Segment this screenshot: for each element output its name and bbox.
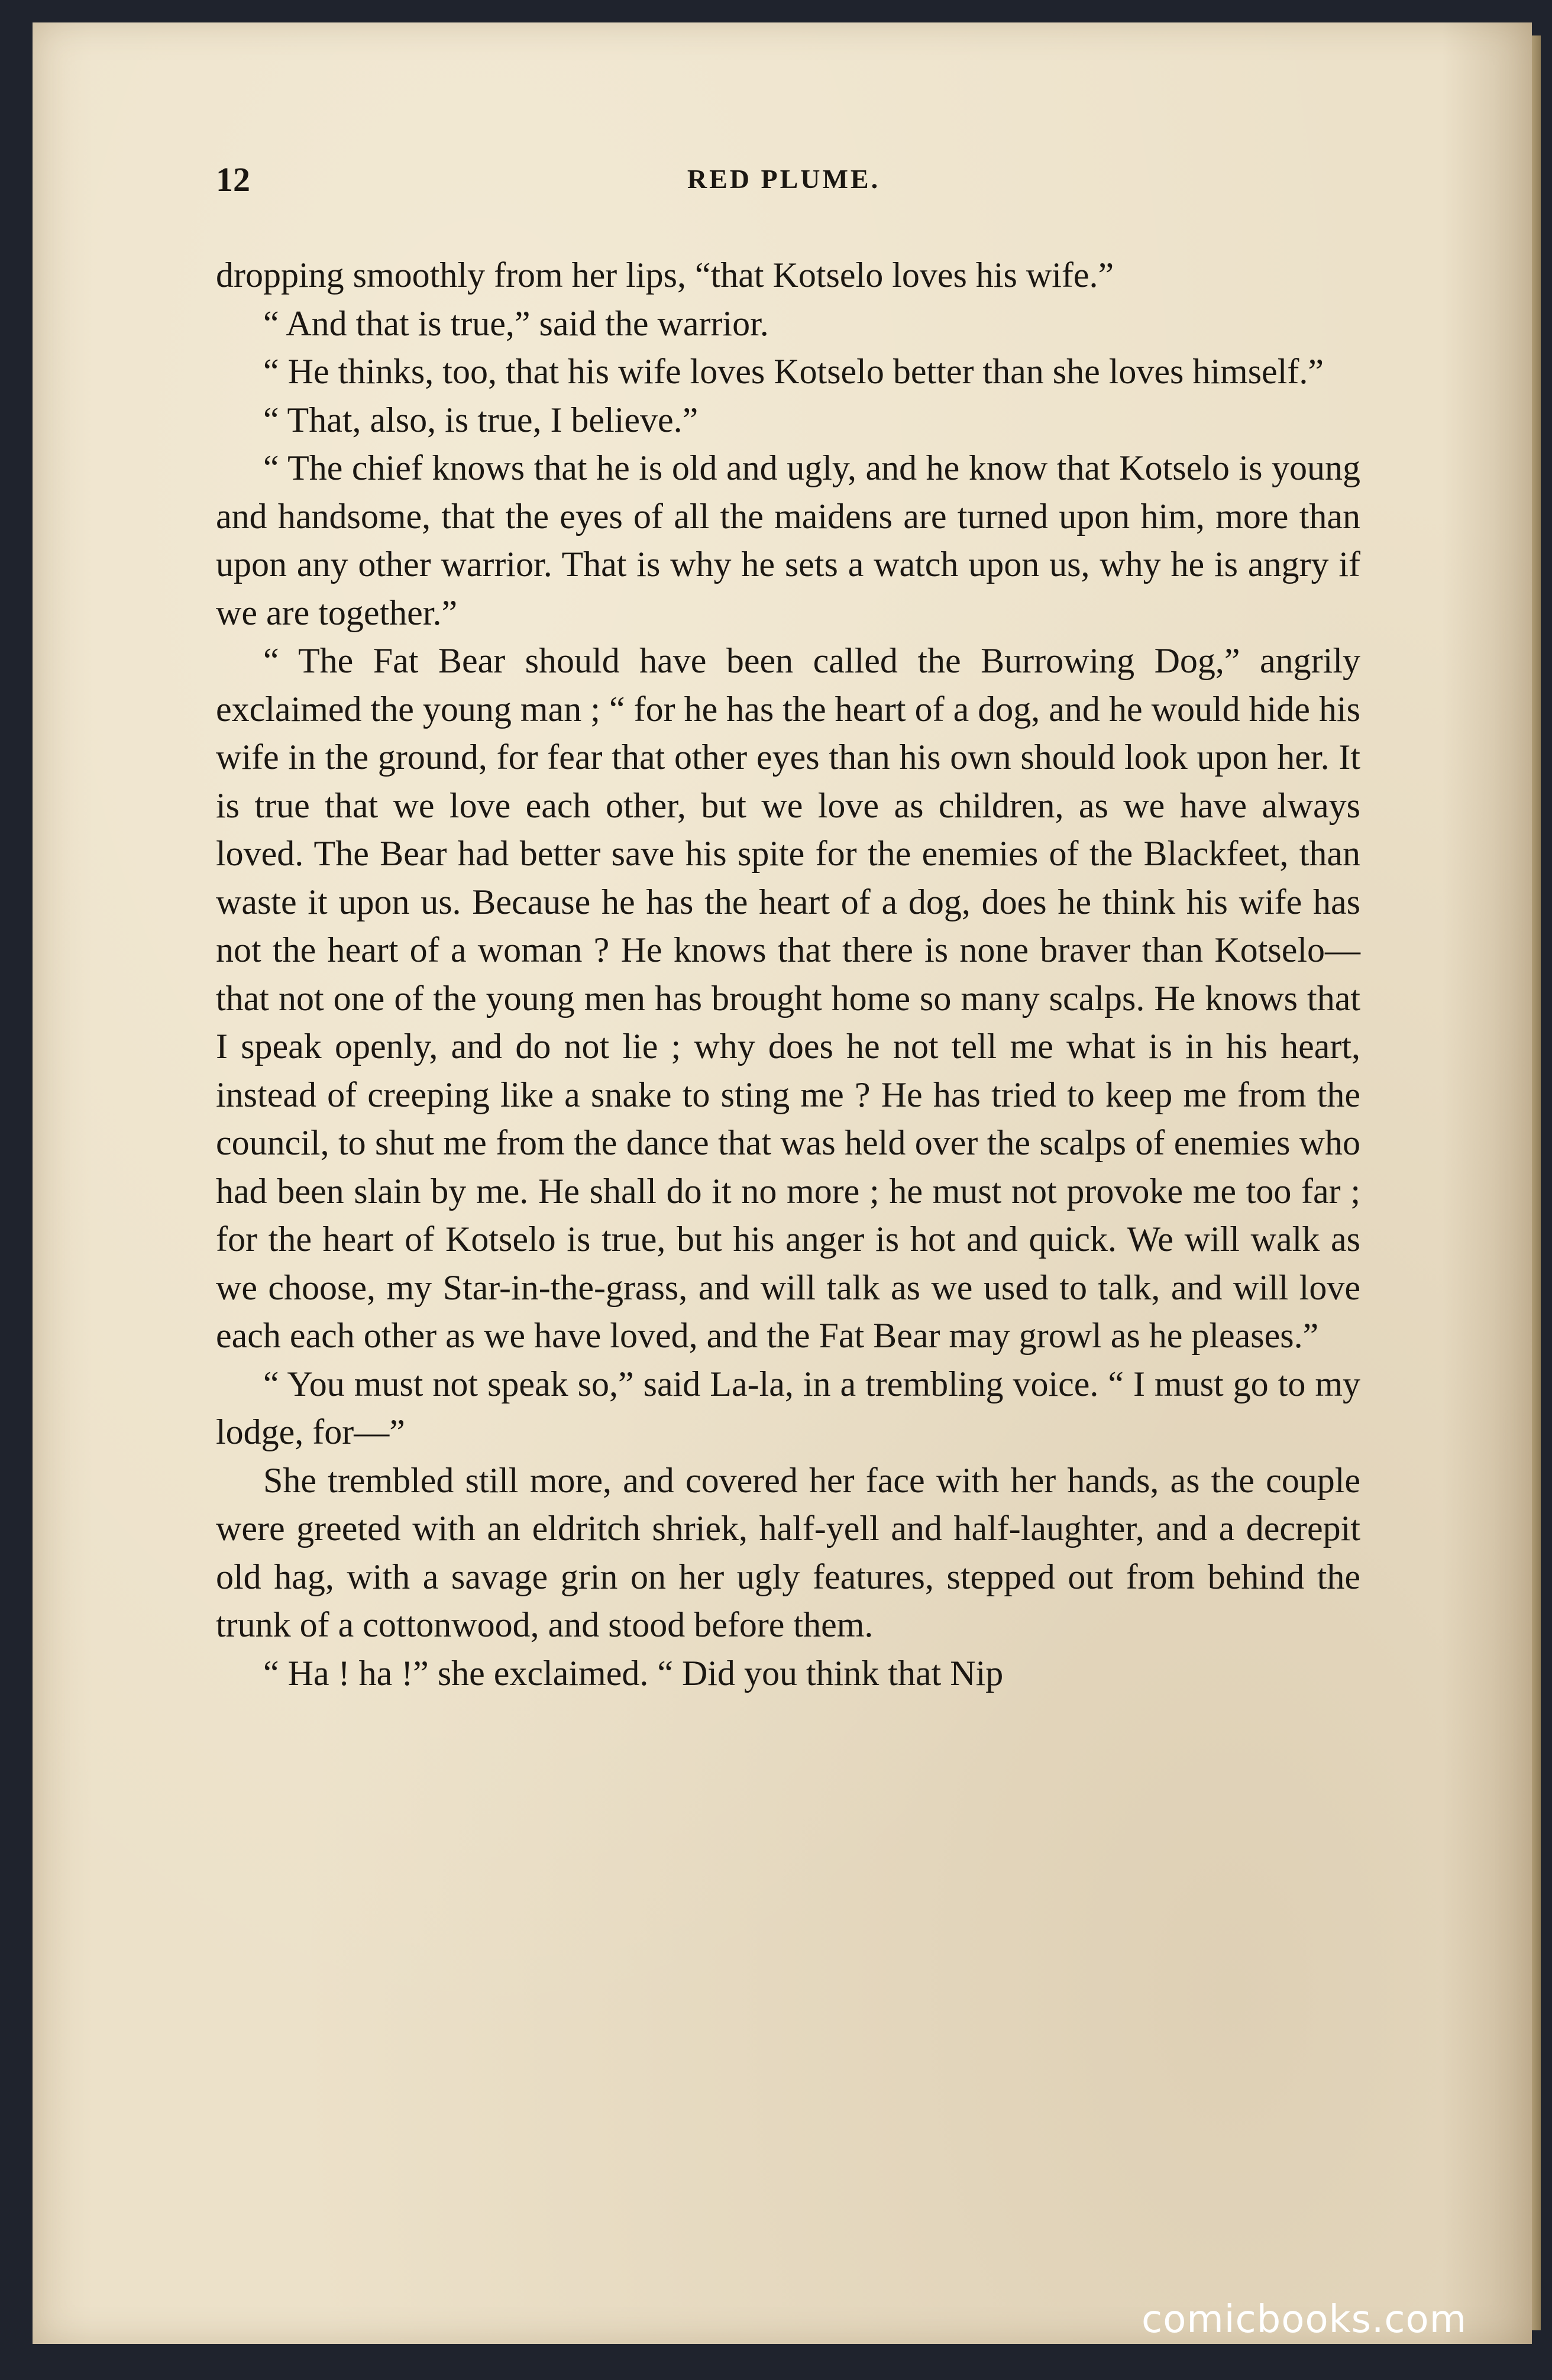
paragraph: “ That, also, is true, I believe.”	[263, 400, 699, 439]
running-title: RED PLUME.	[687, 164, 881, 194]
page-number: 12	[216, 160, 250, 199]
paragraph: “ The chief knows that he is old and ugly, and he know that Kotselo is young and handsome, that the eyes of all the maidens are turned upon him, more than upon any other warrior. That is why he sets a watch upon us, why he is angry if we are together.”	[216, 448, 1360, 632]
paragraph: “ The Fat Bear should have been called the Burrowing Dog,” angrily exclaimed the young man ; “ for he has the heart of a dog, and he would hide his wife in the ground, for fear that other eyes than his own should look upon her. It is true that we love each other, but we love as children, as we have always loved. The Bear had better save his spite for the enemies of the Blackfeet, than waste it upon us. Because he has the heart of a dog, does he think his wife has not the heart of a woman ? He knows that there is none braver than Kotselo—that not one of the young men has brought home so many scalps. He knows that I speak openly, and do not lie ; why does he not tell me what is in his heart, instead of creeping like a snake to sting me ? He has tried to keep me from the council, to shut me from the dance that was held over the scalps of enemies who had been slain by me. He shall do it no more ; he must not provoke me too far ; for the heart of Kotselo is true, but his anger is hot and quick. We will walk as we choose, my Star-in-the-grass, and will talk as we used to talk, and will love each each other as we have loved, and the Fat Bear may growl as he pleases.”	[216, 641, 1360, 1355]
site-watermark: comicbooks.com	[1142, 2298, 1467, 2342]
paragraph: dropping smoothly from her lips, “that Kotselo loves his wife.”	[216, 256, 1114, 295]
paragraph: She trembled still more, and covered her face with her hands, as the couple were greeted with an eldritch shriek, half-yell and half-laughter, and a decrepit old hag, with a savage grin on her ugly features, stepped out from behind the trunk of a cottonwood, and stood before them.	[216, 1460, 1360, 1644]
running-header	[216, 160, 1351, 207]
paragraph: “ And that is true,” said the warrior.	[263, 303, 769, 343]
page-body-text	[216, 251, 1360, 1697]
paragraph: “ He thinks, too, that his wife loves Kotselo better than she loves himself.”	[263, 352, 1324, 391]
paragraph: “ Ha ! ha !” she exclaimed. “ Did you think that Nip	[263, 1653, 1004, 1693]
paragraph: “ You must not speak so,” said La-la, in a trembling voice. “ I must go to my lodge, for—”	[216, 1364, 1360, 1451]
